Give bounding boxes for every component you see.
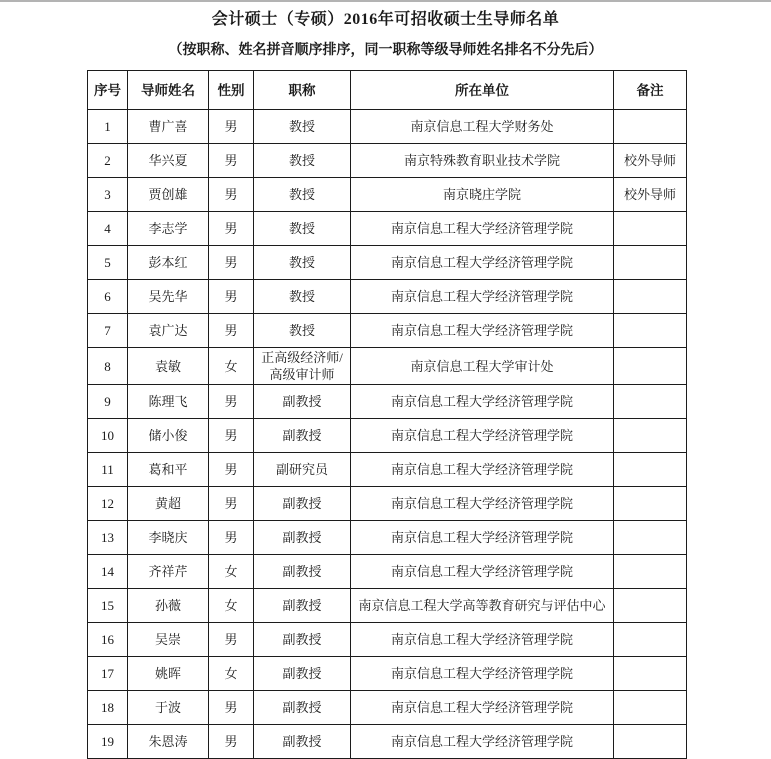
cell-gender: 女 (209, 555, 254, 589)
cell-remarks (614, 110, 687, 144)
cell-unit: 南京特殊教育职业技术学院 (351, 144, 614, 178)
table-row (88, 691, 687, 725)
cell-index: 16 (88, 623, 128, 657)
cell-index: 2 (88, 144, 128, 178)
cell-title: 教授 (254, 280, 351, 314)
cell-remarks (614, 419, 687, 453)
cell-unit: 南京信息工程大学经济管理学院 (351, 691, 614, 725)
table-row (88, 419, 687, 453)
cell-title: 副研究员 (254, 453, 351, 487)
cell-unit: 南京信息工程大学经济管理学院 (351, 521, 614, 555)
header-row (88, 71, 687, 110)
cell-index: 7 (88, 314, 128, 348)
cell-name: 李晓庆 (128, 521, 209, 555)
cell-gender: 男 (209, 453, 254, 487)
cell-name: 华兴夏 (128, 144, 209, 178)
cell-unit: 南京信息工程大学经济管理学院 (351, 212, 614, 246)
table-row (88, 385, 687, 419)
table-row (88, 348, 687, 385)
cell-unit: 南京信息工程大学审计处 (351, 348, 614, 385)
cell-remarks (614, 521, 687, 555)
cell-index: 17 (88, 657, 128, 691)
cell-index: 11 (88, 453, 128, 487)
table-row (88, 555, 687, 589)
cell-unit: 南京信息工程大学经济管理学院 (351, 385, 614, 419)
table-row (88, 589, 687, 623)
cell-name: 袁广达 (128, 314, 209, 348)
table-row (88, 453, 687, 487)
cell-index: 15 (88, 589, 128, 623)
cell-remarks (614, 453, 687, 487)
cell-index: 19 (88, 725, 128, 759)
cell-name: 朱恩涛 (128, 725, 209, 759)
cell-title: 副教授 (254, 521, 351, 555)
cell-remarks (614, 246, 687, 280)
cell-index: 5 (88, 246, 128, 280)
cell-name: 孙薇 (128, 589, 209, 623)
cell-gender: 男 (209, 110, 254, 144)
scan-edge-artifact (0, 0, 771, 2)
cell-gender: 男 (209, 623, 254, 657)
cell-index: 4 (88, 212, 128, 246)
table-row (88, 623, 687, 657)
column-header-title: 职称 (254, 71, 351, 110)
column-header-index: 序号 (88, 71, 128, 110)
cell-title: 教授 (254, 110, 351, 144)
cell-title: 副教授 (254, 623, 351, 657)
cell-title: 教授 (254, 212, 351, 246)
cell-name: 袁敏 (128, 348, 209, 385)
cell-unit: 南京信息工程大学经济管理学院 (351, 623, 614, 657)
cell-remarks (614, 280, 687, 314)
cell-gender: 男 (209, 178, 254, 212)
document-title: 会计硕士（专硕）2016年可招收硕士生导师名单 (211, 11, 560, 28)
table-row (88, 521, 687, 555)
supervisor-table (87, 70, 687, 759)
cell-title: 副教授 (254, 657, 351, 691)
cell-gender: 男 (209, 314, 254, 348)
cell-title: 正高级经济师/高级审计师 (254, 348, 351, 385)
cell-name: 姚晖 (128, 657, 209, 691)
cell-index: 6 (88, 280, 128, 314)
cell-remarks (614, 691, 687, 725)
cell-unit: 南京信息工程大学经济管理学院 (351, 555, 614, 589)
cell-gender: 女 (209, 348, 254, 385)
cell-name: 葛和平 (128, 453, 209, 487)
cell-unit: 南京信息工程大学经济管理学院 (351, 280, 614, 314)
cell-index: 10 (88, 419, 128, 453)
cell-index: 12 (88, 487, 128, 521)
cell-gender: 男 (209, 385, 254, 419)
cell-name: 黄超 (128, 487, 209, 521)
cell-unit: 南京信息工程大学经济管理学院 (351, 487, 614, 521)
cell-remarks (614, 589, 687, 623)
cell-remarks (614, 487, 687, 521)
cell-remarks (614, 385, 687, 419)
column-header-name: 导师姓名 (128, 71, 209, 110)
cell-index: 9 (88, 385, 128, 419)
cell-gender: 男 (209, 212, 254, 246)
document-subtitle: （按职称、姓名拼音顺序排序，同一职称等级导师姓名排名不分先后） (168, 43, 603, 58)
table-row (88, 246, 687, 280)
cell-title: 教授 (254, 144, 351, 178)
table-body (88, 110, 687, 759)
cell-unit: 南京信息工程大学经济管理学院 (351, 725, 614, 759)
cell-title: 教授 (254, 246, 351, 280)
table-row (88, 178, 687, 212)
cell-title: 副教授 (254, 419, 351, 453)
cell-unit: 南京信息工程大学经济管理学院 (351, 453, 614, 487)
cell-remarks (614, 314, 687, 348)
cell-unit: 南京信息工程大学经济管理学院 (351, 314, 614, 348)
cell-gender: 女 (209, 657, 254, 691)
table-row (88, 725, 687, 759)
cell-title: 副教授 (254, 691, 351, 725)
cell-unit: 南京信息工程大学高等教育研究与评估中心 (351, 589, 614, 623)
cell-remarks (614, 657, 687, 691)
table-row (88, 657, 687, 691)
cell-unit: 南京信息工程大学财务处 (351, 110, 614, 144)
cell-name: 于波 (128, 691, 209, 725)
cell-gender: 男 (209, 246, 254, 280)
cell-index: 8 (88, 348, 128, 385)
cell-name: 贾创雄 (128, 178, 209, 212)
cell-name: 吴先华 (128, 280, 209, 314)
cell-title: 副教授 (254, 725, 351, 759)
table-row (88, 280, 687, 314)
cell-remarks (614, 212, 687, 246)
column-header-remarks: 备注 (614, 71, 687, 110)
cell-gender: 男 (209, 691, 254, 725)
cell-name: 储小俊 (128, 419, 209, 453)
table-row (88, 487, 687, 521)
cell-title: 副教授 (254, 385, 351, 419)
cell-title: 教授 (254, 314, 351, 348)
table-row (88, 144, 687, 178)
cell-gender: 男 (209, 725, 254, 759)
cell-unit: 南京信息工程大学经济管理学院 (351, 246, 614, 280)
cell-gender: 女 (209, 589, 254, 623)
cell-gender: 男 (209, 487, 254, 521)
cell-unit: 南京晓庄学院 (351, 178, 614, 212)
table-row (88, 110, 687, 144)
cell-remarks (614, 725, 687, 759)
cell-name: 曹广喜 (128, 110, 209, 144)
cell-unit: 南京信息工程大学经济管理学院 (351, 419, 614, 453)
cell-remarks: 校外导师 (614, 144, 687, 178)
cell-title: 副教授 (254, 487, 351, 521)
cell-gender: 男 (209, 280, 254, 314)
cell-name: 吴崇 (128, 623, 209, 657)
cell-index: 13 (88, 521, 128, 555)
cell-name: 陈理飞 (128, 385, 209, 419)
cell-name: 彭本红 (128, 246, 209, 280)
cell-name: 齐祥芹 (128, 555, 209, 589)
cell-gender: 男 (209, 144, 254, 178)
cell-name: 李志学 (128, 212, 209, 246)
cell-index: 14 (88, 555, 128, 589)
cell-title: 副教授 (254, 589, 351, 623)
cell-gender: 男 (209, 419, 254, 453)
table-row (88, 314, 687, 348)
cell-remarks (614, 555, 687, 589)
cell-index: 1 (88, 110, 128, 144)
cell-unit: 南京信息工程大学经济管理学院 (351, 657, 614, 691)
cell-remarks (614, 623, 687, 657)
cell-title: 副教授 (254, 555, 351, 589)
cell-remarks (614, 348, 687, 385)
cell-remarks: 校外导师 (614, 178, 687, 212)
table-header-row (88, 71, 687, 110)
column-header-unit: 所在单位 (351, 71, 614, 110)
cell-title: 教授 (254, 178, 351, 212)
cell-index: 18 (88, 691, 128, 725)
table-row (88, 212, 687, 246)
cell-gender: 男 (209, 521, 254, 555)
cell-index: 3 (88, 178, 128, 212)
column-header-gender: 性别 (209, 71, 254, 110)
